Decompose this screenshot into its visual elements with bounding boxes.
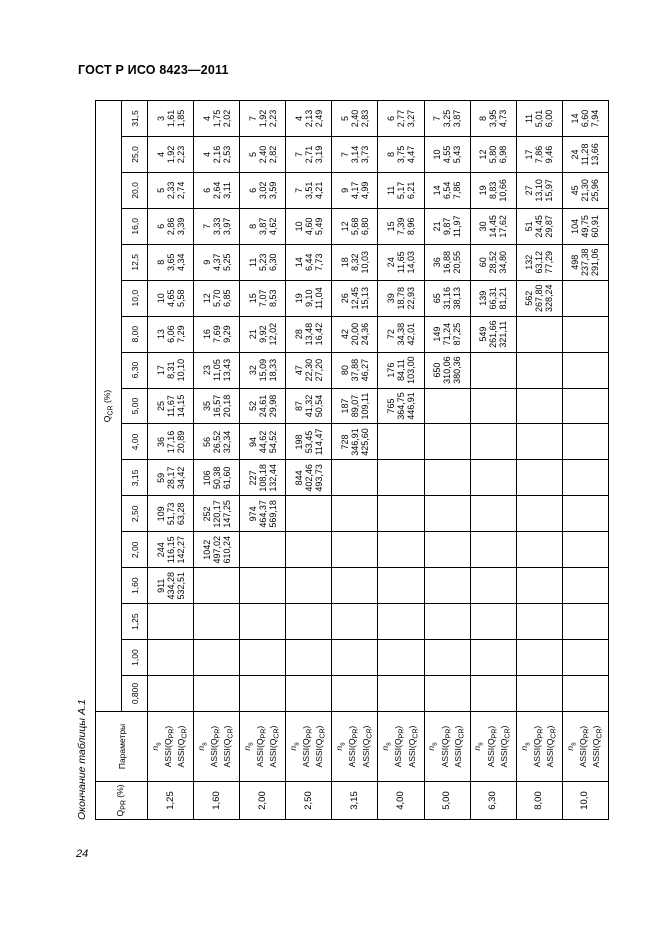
empty-cell (286, 496, 332, 532)
data-cell: 9 4,37 5,25 (194, 244, 240, 280)
qcr-value-header: 0,800 (122, 676, 148, 712)
data-cell: 8 3,95 4,73 (470, 101, 516, 137)
data-cell: 13 6,06 7,29 (148, 316, 194, 352)
data-cell: 3 1,61 1,85 (148, 101, 194, 137)
data-cell: 14 6,60 7,94 (562, 101, 608, 137)
empty-cell (470, 388, 516, 424)
data-cell: 106 50,38 61,60 (194, 460, 240, 496)
data-cell: 132 63,12 77,29 (516, 244, 562, 280)
empty-cell (378, 460, 424, 496)
data-cell: 16 7,69 9,29 (194, 316, 240, 352)
empty-cell (240, 532, 286, 568)
data-cell: 60 28,52 34,80 (470, 244, 516, 280)
empty-cell (286, 640, 332, 676)
qpr-value: 8,00 (516, 782, 562, 820)
data-cell: 52 24,61 29,98 (240, 388, 286, 424)
data-cell: 139 66,31 81,21 (470, 280, 516, 316)
qcr-value-header: 1,60 (122, 568, 148, 604)
qcr-value-header: 6,30 (122, 352, 148, 388)
empty-cell (378, 424, 424, 460)
empty-cell (148, 676, 194, 712)
data-cell: 5 2,40 2,83 (332, 101, 378, 137)
data-cell: 5 2,40 2,82 (240, 137, 286, 173)
qcr-value-header: 10,0 (122, 280, 148, 316)
empty-cell (378, 604, 424, 640)
data-cell: 19 9,10 11,04 (286, 280, 332, 316)
empty-cell (516, 532, 562, 568)
col-header-qcr: $Q_{CR}$ (%) (96, 101, 122, 712)
data-cell: 17 7,86 9,46 (516, 137, 562, 173)
qpr-value: 1,60 (194, 782, 240, 820)
empty-cell (562, 640, 608, 676)
table-row (194, 101, 240, 820)
empty-cell (332, 568, 378, 604)
data-cell: 187 89,07 109,11 (332, 388, 378, 424)
data-cell: 27 13,10 15,97 (516, 172, 562, 208)
data-cell: 15 7,07 8,53 (240, 280, 286, 316)
empty-cell (562, 676, 608, 712)
data-cell: 94 44,62 54,52 (240, 424, 286, 460)
data-cell: 198 53,45 114,47 (286, 424, 332, 460)
qcr-value-header: 5,00 (122, 388, 148, 424)
data-cell: 844 402,46 493,73 (286, 460, 332, 496)
data-cell: 23 11,05 13,43 (194, 352, 240, 388)
data-cell: 26 12,45 15,13 (332, 280, 378, 316)
data-cell: 149 71,24 87,25 (424, 316, 470, 352)
empty-cell (562, 280, 608, 316)
empty-cell (332, 676, 378, 712)
table-row (332, 101, 378, 820)
data-table (95, 100, 609, 820)
data-cell: 911 434,28 532,51 (148, 568, 194, 604)
data-cell: 17 8,31 10,10 (148, 352, 194, 388)
data-cell: 7 3,33 3,97 (194, 208, 240, 244)
empty-cell (470, 352, 516, 388)
empty-cell (424, 532, 470, 568)
qpr-value: 2,50 (286, 782, 332, 820)
qpr-value: 3,15 (332, 782, 378, 820)
table-row (562, 101, 608, 820)
empty-cell (562, 460, 608, 496)
qcr-value-header: 25,0 (122, 137, 148, 173)
empty-cell (562, 532, 608, 568)
data-cell: 549 261,66 321,11 (470, 316, 516, 352)
data-cell: 728 346,91 425,60 (332, 424, 378, 460)
param-labels: $n_s$ $ASSI(Q_{PR})$ $ASSI(Q_{CR})$ (240, 712, 286, 782)
data-cell: 11 5,23 6,30 (240, 244, 286, 280)
document-header: ГОСТ Р ИСО 8423—2011 (78, 63, 229, 77)
param-labels: $n_s$ $ASSI(Q_{PR})$ $ASSI(Q_{CR})$ (562, 712, 608, 782)
empty-cell (378, 568, 424, 604)
data-cell: 9 4,17 4,99 (332, 172, 378, 208)
empty-cell (470, 640, 516, 676)
empty-cell (470, 676, 516, 712)
table-row (470, 101, 516, 820)
empty-cell (332, 640, 378, 676)
empty-cell (562, 388, 608, 424)
qcr-value-header: 4,00 (122, 424, 148, 460)
qcr-value-header: 3,15 (122, 460, 148, 496)
qcr-value-header: 20,0 (122, 172, 148, 208)
data-cell: 4 2,16 2,53 (194, 137, 240, 173)
empty-cell (562, 352, 608, 388)
data-cell: 7 3,51 4,21 (286, 172, 332, 208)
empty-cell (148, 604, 194, 640)
data-cell: 104 49,75 60,91 (562, 208, 608, 244)
empty-cell (516, 496, 562, 532)
empty-cell (516, 676, 562, 712)
param-labels: $n_s$ $ASSI(Q_{PR})$ $ASSI(Q_{CR})$ (516, 712, 562, 782)
data-cell: 24 11,28 13,66 (562, 137, 608, 173)
empty-cell (516, 460, 562, 496)
empty-cell (148, 640, 194, 676)
data-cell: 244 116,15 142,27 (148, 532, 194, 568)
empty-cell (378, 496, 424, 532)
data-cell: 14 6,54 7,86 (424, 172, 470, 208)
data-cell: 65 31,16 38,13 (424, 280, 470, 316)
empty-cell (424, 496, 470, 532)
data-cell: 109 51,73 63,28 (148, 496, 194, 532)
qpr-value: 6,30 (470, 782, 516, 820)
col-header-qpr: $Q_{PR}$ (%) (96, 782, 148, 820)
qpr-value: 10,0 (562, 782, 608, 820)
col-header-params: Параметры (96, 712, 148, 782)
rotated-table-block (76, 100, 609, 820)
data-cell: 7 3,25 3,87 (424, 101, 470, 137)
data-cell: 25 11,67 14,15 (148, 388, 194, 424)
data-cell: 42 20,00 24,36 (332, 316, 378, 352)
empty-cell (194, 640, 240, 676)
qpr-value: 5,00 (424, 782, 470, 820)
data-cell: 650 310,06 380,36 (424, 352, 470, 388)
qcr-value-header: 2,50 (122, 496, 148, 532)
empty-cell (286, 604, 332, 640)
data-cell: 24 11,65 14,03 (378, 244, 424, 280)
data-cell: 10 4,65 5,58 (148, 280, 194, 316)
empty-cell (194, 604, 240, 640)
empty-cell (424, 676, 470, 712)
empty-cell (516, 388, 562, 424)
empty-cell (286, 532, 332, 568)
qcr-value-header: 16,0 (122, 208, 148, 244)
data-cell: 5 2,33 2,74 (148, 172, 194, 208)
empty-cell (562, 496, 608, 532)
empty-cell (562, 604, 608, 640)
empty-cell (470, 460, 516, 496)
data-cell: 21 9,87 11,97 (424, 208, 470, 244)
data-cell: 6 3,02 3,59 (240, 172, 286, 208)
qcr-value-header: 31,5 (122, 101, 148, 137)
data-cell: 14 6,44 7,73 (286, 244, 332, 280)
data-cell: 45 21,30 25,96 (562, 172, 608, 208)
empty-cell (286, 568, 332, 604)
data-cell: 28 13,48 16,42 (286, 316, 332, 352)
param-labels: $n_s$ $ASSI(Q_{PR})$ $ASSI(Q_{CR})$ (424, 712, 470, 782)
data-cell: 176 84,11 103,00 (378, 352, 424, 388)
data-cell: 36 17,16 20,89 (148, 424, 194, 460)
param-labels: $n_s$ $ASSI(Q_{PR})$ $ASSI(Q_{CR})$ (194, 712, 240, 782)
data-cell: 12 5,80 6,98 (470, 137, 516, 173)
empty-cell (424, 640, 470, 676)
data-cell: 252 120,17 147,25 (194, 496, 240, 532)
data-cell: 227 108,18 132,44 (240, 460, 286, 496)
data-cell: 30 14,45 17,62 (470, 208, 516, 244)
empty-cell (332, 532, 378, 568)
table-row (516, 101, 562, 820)
data-cell: 15 7,39 8,96 (378, 208, 424, 244)
empty-cell (378, 640, 424, 676)
empty-cell (470, 424, 516, 460)
data-cell: 32 15,09 18,33 (240, 352, 286, 388)
data-cell: 39 18,78 22,93 (378, 280, 424, 316)
data-cell: 11 5,17 6,21 (378, 172, 424, 208)
qcr-value-header: 8,00 (122, 316, 148, 352)
empty-cell (424, 424, 470, 460)
data-cell: 6 2,77 3,27 (378, 101, 424, 137)
data-cell: 974 464,37 569,18 (240, 496, 286, 532)
data-cell: 7 2,71 3,19 (286, 137, 332, 173)
table-row (240, 101, 286, 820)
empty-cell (516, 604, 562, 640)
data-cell: 1042 497,02 610,24 (194, 532, 240, 568)
data-cell: 765 364,75 446,91 (378, 388, 424, 424)
data-cell: 4 2,13 2,49 (286, 101, 332, 137)
param-labels: $n_s$ $ASSI(Q_{PR})$ $ASSI(Q_{CR})$ (378, 712, 424, 782)
empty-cell (516, 352, 562, 388)
qcr-value-header: 12,5 (122, 244, 148, 280)
empty-cell (562, 424, 608, 460)
table-row (378, 101, 424, 820)
empty-cell (562, 316, 608, 352)
table-row (424, 101, 470, 820)
param-labels: $n_s$ $ASSI(Q_{PR})$ $ASSI(Q_{CR})$ (470, 712, 516, 782)
empty-cell (424, 568, 470, 604)
data-cell: 4 1,92 2,23 (148, 137, 194, 173)
data-cell: 8 3,87 4,62 (240, 208, 286, 244)
empty-cell (332, 460, 378, 496)
empty-cell (470, 568, 516, 604)
data-cell: 18 8,32 10,03 (332, 244, 378, 280)
page-number: 24 (76, 848, 89, 860)
empty-cell (240, 604, 286, 640)
empty-cell (516, 568, 562, 604)
data-cell: 7 3,14 3,73 (332, 137, 378, 173)
data-cell: 4 1,75 2,02 (194, 101, 240, 137)
data-cell: 10 4,60 5,49 (286, 208, 332, 244)
empty-cell (332, 604, 378, 640)
data-cell: 36 16,88 20,55 (424, 244, 470, 280)
empty-cell (424, 388, 470, 424)
qpr-value: 4,00 (378, 782, 424, 820)
empty-cell (470, 604, 516, 640)
empty-cell (516, 424, 562, 460)
data-cell: 12 5,70 6,85 (194, 280, 240, 316)
param-labels: $n_s$ $ASSI(Q_{PR})$ $ASSI(Q_{CR})$ (286, 712, 332, 782)
data-cell: 8 3,75 4,47 (378, 137, 424, 173)
data-cell: 12 5,68 6,80 (332, 208, 378, 244)
empty-cell (470, 532, 516, 568)
empty-cell (516, 640, 562, 676)
empty-cell (378, 532, 424, 568)
data-cell: 21 9,92 12,02 (240, 316, 286, 352)
data-cell: 47 22,30 27,20 (286, 352, 332, 388)
empty-cell (424, 604, 470, 640)
empty-cell (240, 640, 286, 676)
data-cell: 7 1,92 2,23 (240, 101, 286, 137)
empty-cell (194, 568, 240, 604)
empty-cell (470, 496, 516, 532)
empty-cell (240, 676, 286, 712)
data-cell: 51 24,45 29,87 (516, 208, 562, 244)
empty-cell (240, 568, 286, 604)
data-cell: 11 5,01 6,00 (516, 101, 562, 137)
data-cell: 87 41,32 50,54 (286, 388, 332, 424)
empty-cell (516, 316, 562, 352)
qpr-value: 1,25 (148, 782, 194, 820)
empty-cell (378, 676, 424, 712)
data-cell: 59 28,17 34,42 (148, 460, 194, 496)
data-cell: 72 34,38 42,01 (378, 316, 424, 352)
data-cell: 498 237,38 291,06 (562, 244, 608, 280)
data-cell: 6 2,64 3,11 (194, 172, 240, 208)
table-row (148, 101, 194, 820)
data-cell: 10 4,55 5,43 (424, 137, 470, 173)
empty-cell (332, 496, 378, 532)
table-caption: Окончание таблицы А.1 (76, 699, 88, 820)
data-cell: 6 2,86 3,39 (148, 208, 194, 244)
data-cell: 35 16,57 20,18 (194, 388, 240, 424)
qcr-value-header: 1,00 (122, 640, 148, 676)
empty-cell (286, 676, 332, 712)
data-cell: 80 37,88 46,27 (332, 352, 378, 388)
table-row (286, 101, 332, 820)
empty-cell (194, 676, 240, 712)
qpr-value: 2,00 (240, 782, 286, 820)
param-labels: $n_s$ $ASSI(Q_{PR})$ $ASSI(Q_{CR})$ (148, 712, 194, 782)
qcr-value-header: 2,00 (122, 532, 148, 568)
data-cell: 19 8,83 10,66 (470, 172, 516, 208)
data-cell: 8 3,65 4,34 (148, 244, 194, 280)
empty-cell (562, 568, 608, 604)
qcr-value-header: 1,25 (122, 604, 148, 640)
empty-cell (424, 460, 470, 496)
param-labels: $n_s$ $ASSI(Q_{PR})$ $ASSI(Q_{CR})$ (332, 712, 378, 782)
data-cell: 562 267,80 328,24 (516, 280, 562, 316)
data-cell: 56 26,52 32,34 (194, 424, 240, 460)
